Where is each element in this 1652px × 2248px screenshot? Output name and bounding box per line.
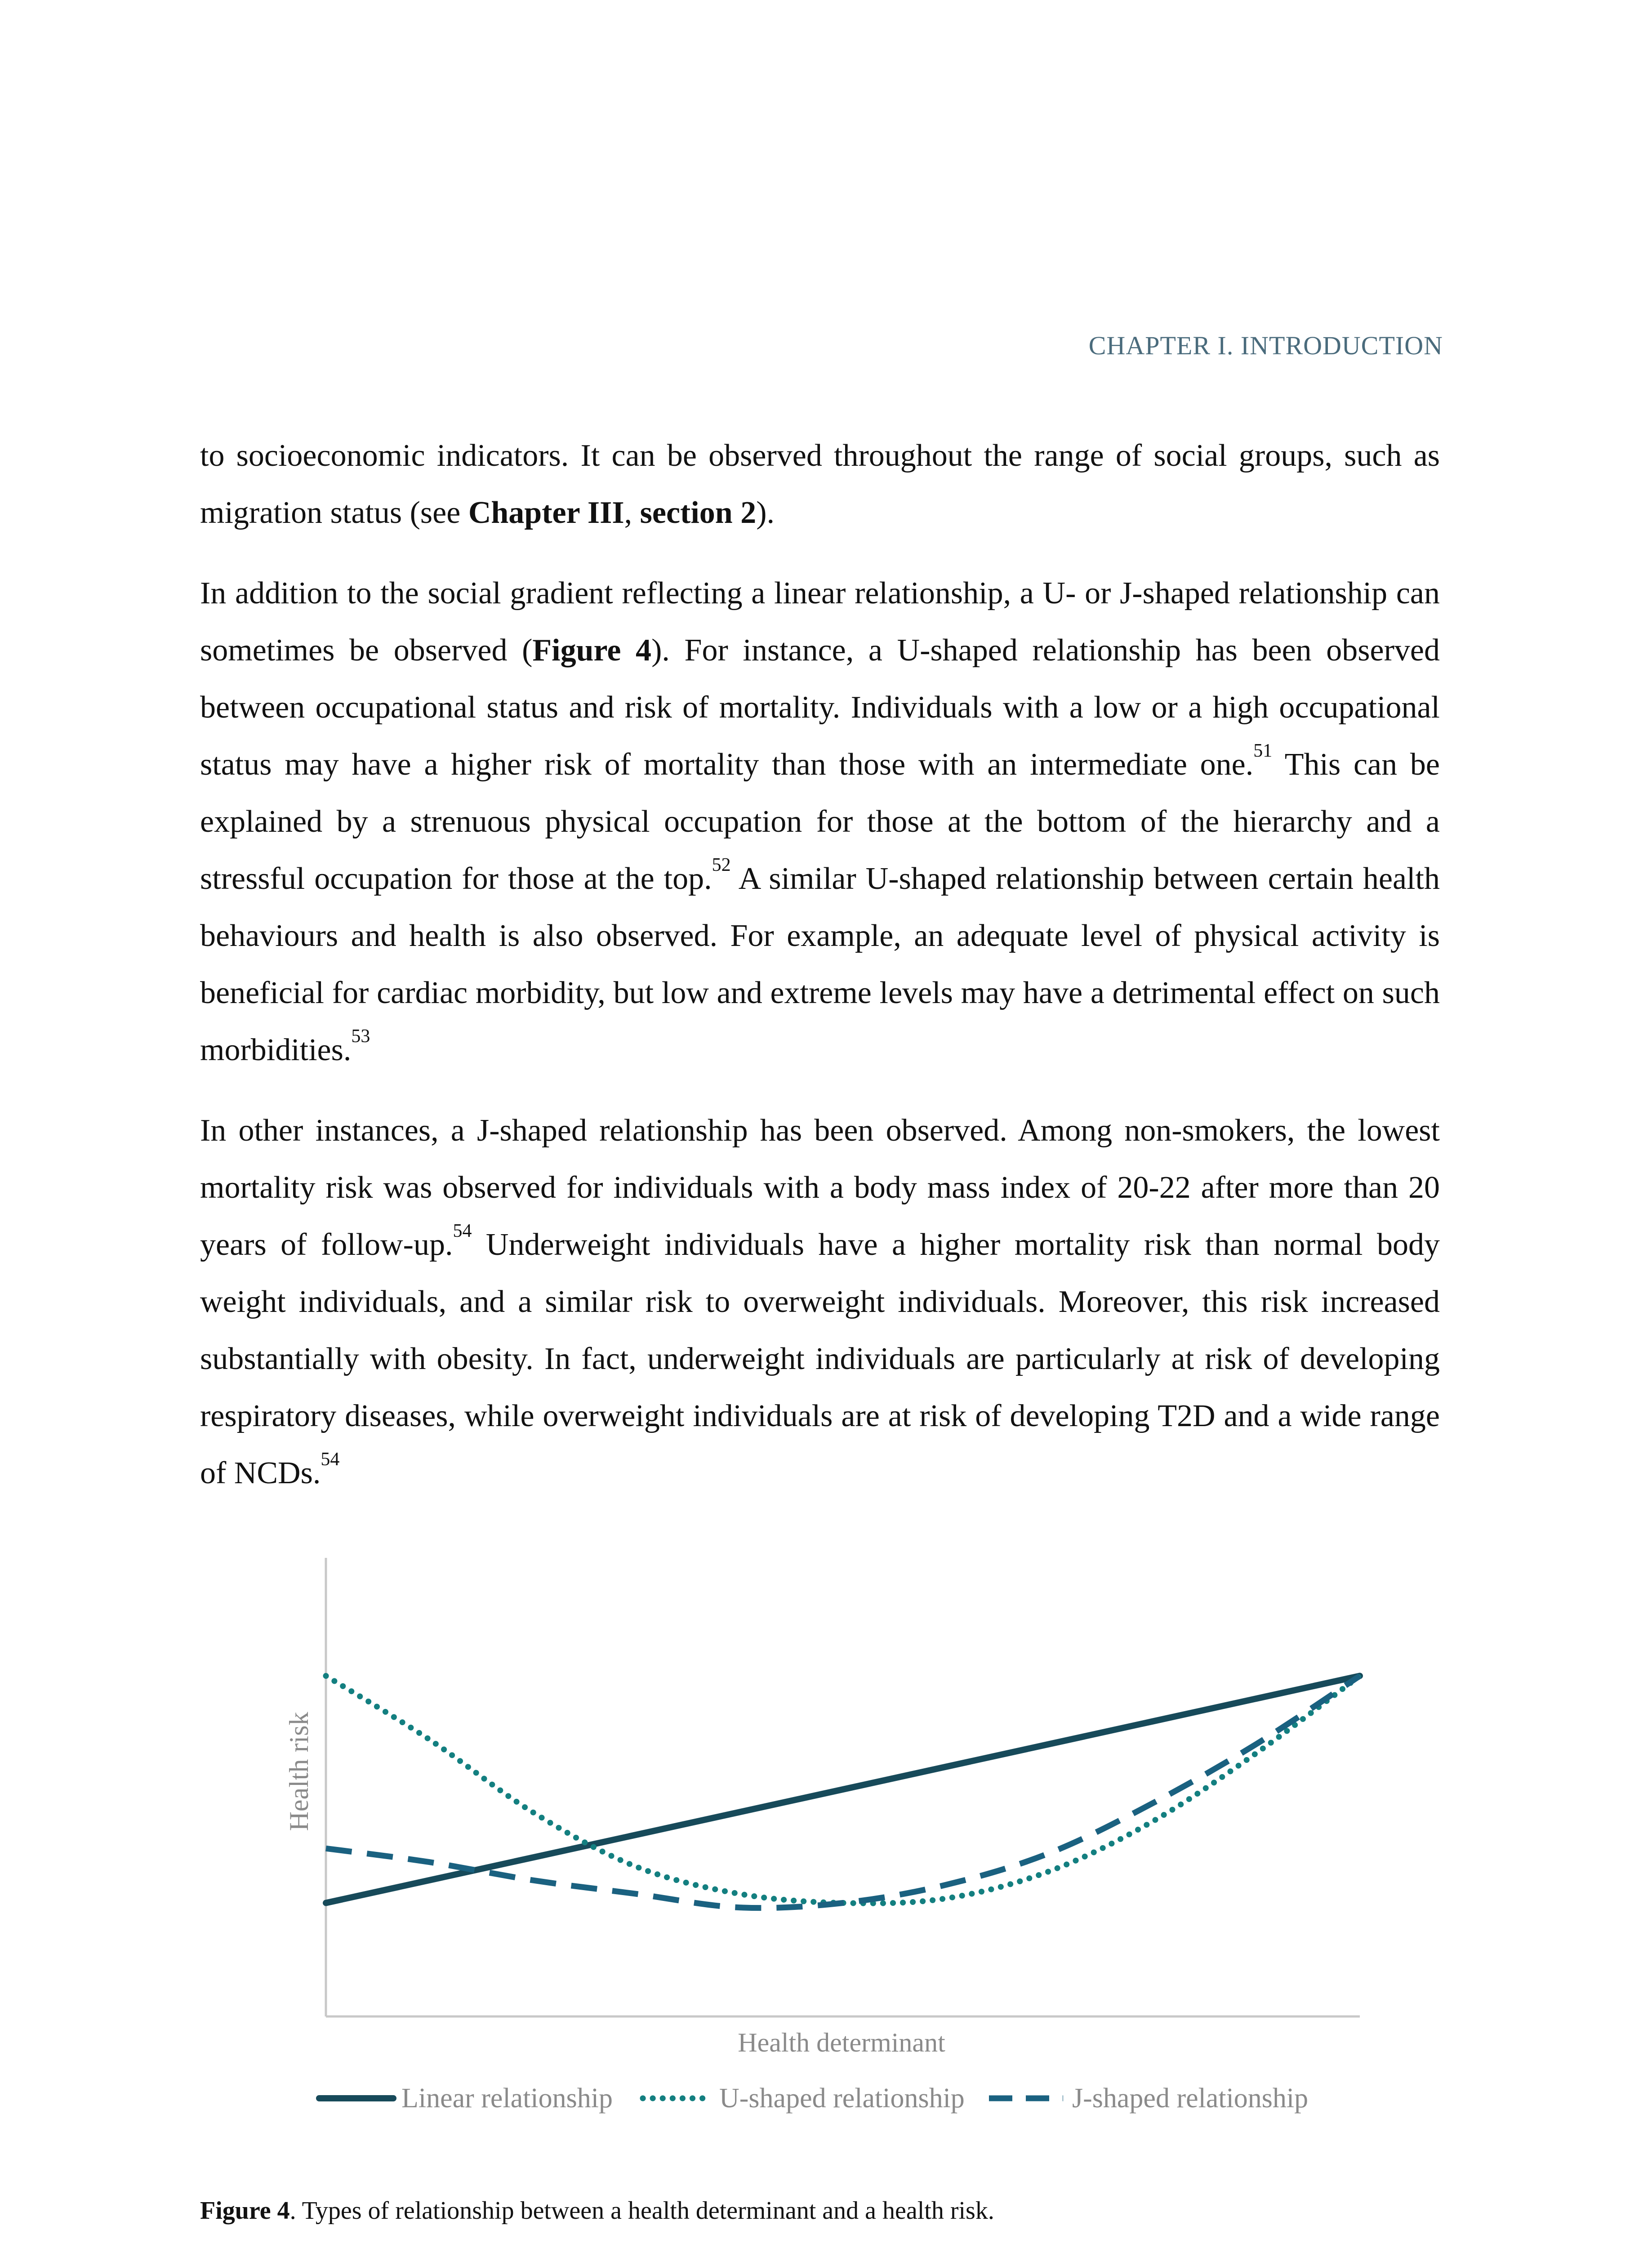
paragraph-2-text-2: ). For instance, a U-shaped relationship has been observed between occupational status and risk of mortality. Individuals with a low or a high occupational status may have a higher risk of mortality than those with an intermediate one. [200,633,1440,782]
chapter-reference: Chapter III [468,495,624,530]
body-text [200,427,1440,1525]
paragraph-1-text-2: , [624,495,640,530]
caption-text: . Types of relationship between a health determinant and a health risk. [289,2197,994,2225]
legend-label: Linear relationship [401,2083,613,2114]
paragraph-3-text-2: Underweight individuals have a higher mortality risk than normal body weight individuals, and a similar risk to overweight individuals. Moreover, this risk increased substantially with obesity. In fact, underweight individuals are particularly at risk of developing respiratory diseases, while overweight individuals are at risk of developing T2D and a wide range of NCDs. [200,1227,1440,1490]
paragraph-1 [200,427,1440,541]
paragraph-2-text-1: In addition to the social gradient reflecting a linear relationship, a U- or J-shaped relationship can sometimes be observed ( [200,576,1440,668]
legend [319,2083,1308,2114]
paragraph-2 [200,565,1440,1079]
paragraph-3-text-1: In other instances, a J-shaped relationship has been observed. Among non-smokers, the lowest mortality risk was observed for individuals with a body mass index of 20-22 after more than 20 years of follow-up. [200,1113,1440,1262]
paragraph-3 [200,1102,1440,1502]
series-layer [326,1676,1360,1908]
citation-superscript: 54 [321,1449,340,1470]
legend-label: J-shaped relationship [1072,2083,1309,2114]
figure-caption [200,2196,994,2225]
paragraph-1-text-1: to socioeconomic indicators. It can be observed throughout the range of social groups, such as migration status (see [200,438,1440,530]
figure-reference: Figure 4 [532,633,652,668]
citation-superscript: 51 [1253,740,1273,762]
figure-chart [0,1529,1652,2158]
paragraph-2-text-4: A similar U-shaped relationship between certain health behaviours and health is also observed. For example, an adequate level of physical activity is beneficial for cardiac morbidity, but low and extreme levels may have a detrimental effect on such morbidities. [200,861,1440,1067]
citation-superscript: 53 [351,1026,370,1047]
y-axis-label: Health risk [284,1712,314,1831]
running-head: CHAPTER I. INTRODUCTION [1088,331,1443,360]
citation-superscript: 52 [712,855,731,876]
caption-label: Figure 4 [200,2197,290,2225]
legend-label: U-shaped relationship [719,2083,965,2114]
citation-superscript: 54 [453,1221,472,1242]
x-axis-label: Health determinant [738,2028,945,2057]
paragraph-2-text-3: This can be explained by a strenuous physical occupation for those at the bottom of the hierarchy and a stressful occupation for those at the top. [200,747,1440,896]
section-reference: section 2 [640,495,757,530]
paragraph-1-text-3: ). [756,495,775,530]
